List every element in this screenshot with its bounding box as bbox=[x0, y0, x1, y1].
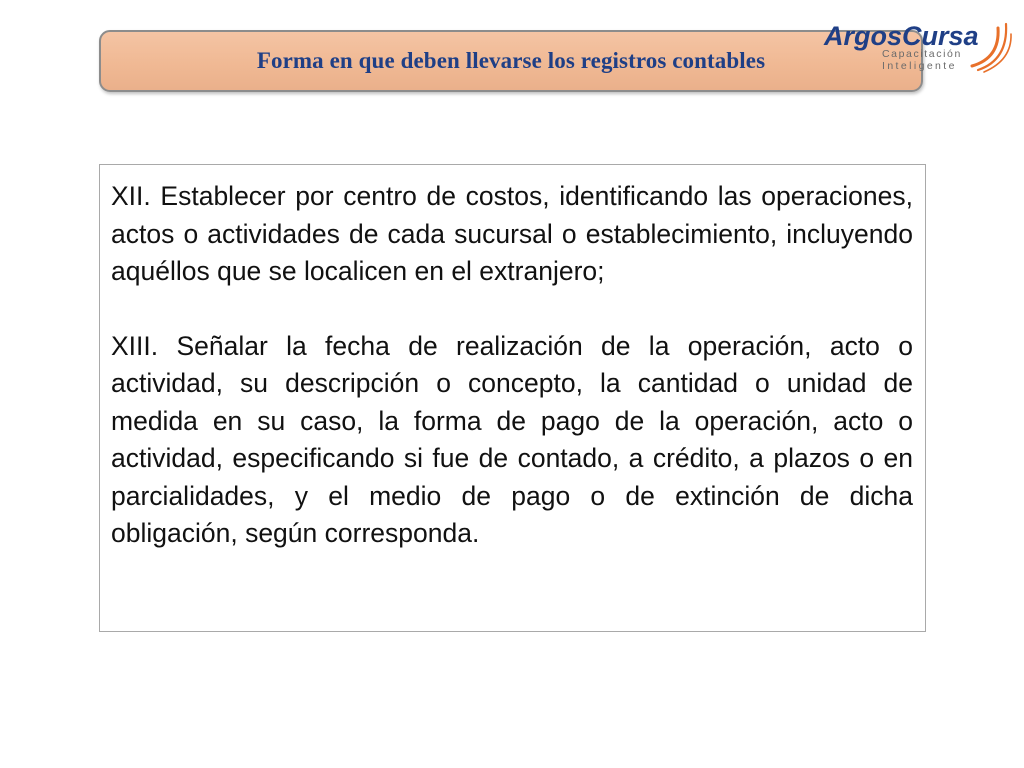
paragraph-xii: XII. Establecer por centro de costos, identificando las operaciones, actos o actividades de cada sucursal o establecimiento, incluyendo aquéllos que se localicen en el extranjero; bbox=[111, 181, 913, 286]
paragraph-xiii: XIII. Señalar la fecha de realización de la operación, acto o actividad, su descripción o concepto, la cantidad o unidad de medida en su caso, la forma de pago de la operación, acto o actividad, especificando si fue de contado, a crédito, a plazos o en parcialidades, y el medio de pago o de extinción de dicha obligación, según corresponda. bbox=[111, 330, 913, 548]
argoscursa-logo bbox=[822, 12, 1014, 78]
logo-tagline-1: Capacitación bbox=[882, 48, 962, 60]
logo-wordmark: ArgosCursa bbox=[824, 21, 979, 51]
content-box bbox=[99, 164, 926, 632]
title-banner bbox=[99, 30, 923, 92]
page-title: Forma en que deben llevarse los registros contables bbox=[256, 48, 766, 73]
logo-tagline-2: Inteligente bbox=[882, 60, 957, 72]
